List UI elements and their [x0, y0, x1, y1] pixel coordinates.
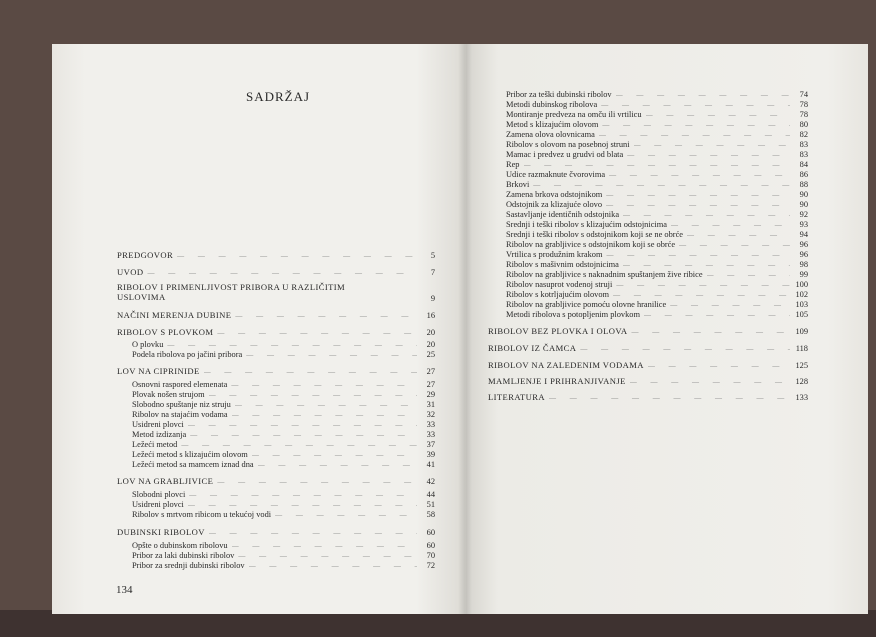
toc-entry-text: Slobodno spuštanje niz struju — [132, 400, 231, 409]
toc-subsection-entry — [506, 90, 808, 100]
toc-subsection-entry — [506, 310, 808, 320]
toc-entry-page: 20 — [426, 340, 435, 349]
toc-entry-text: Ribolov s olovom na posebnoj struni — [506, 140, 630, 149]
toc-subsection-entry — [132, 420, 435, 430]
toc-entry-page: 42 — [426, 477, 435, 486]
toc-entry-page: 118 — [795, 344, 808, 353]
dot-leader — [258, 460, 417, 470]
toc-entry-page: 96 — [799, 240, 808, 249]
toc-entry-page: 44 — [426, 490, 435, 499]
dot-leader — [616, 280, 790, 290]
toc-entry-page: 82 — [799, 130, 808, 139]
toc-entry-text: MAMLJENJE I PRIHRANJIVANJE — [488, 376, 626, 386]
dot-leader — [616, 90, 790, 100]
toc-entry-text: PREDGOVOR — [117, 250, 174, 260]
toc-entry-page: 102 — [795, 290, 808, 299]
toc-entry-page: 33 — [426, 420, 435, 429]
dot-leader — [606, 200, 790, 210]
toc-entry-text: Usidreni plovci — [132, 420, 184, 429]
dot-leader — [188, 420, 417, 430]
toc-entry-text: Plovak nošen strujom — [132, 390, 205, 399]
toc-entry-page: 60 — [426, 541, 435, 550]
toc-entry-text: Srednji i teški ribolov s odstojnikom koji se ne obrće — [506, 230, 684, 239]
toc-entry-page: 31 — [426, 400, 435, 409]
toc-entry-page: 29 — [426, 390, 435, 399]
dot-leader — [189, 490, 417, 500]
toc-entry-text: Metodi ribolova s potopljenim plovkom — [506, 310, 640, 319]
toc-entry-text: Ribolov na grabljivice s odstojnikom koji se obrće — [506, 240, 676, 249]
toc-entry-page: 90 — [799, 190, 808, 199]
toc-entry-text: Pribor za laki dubinski ribolov — [132, 551, 235, 560]
toc-entry-page: 94 — [799, 230, 808, 239]
dot-leader — [599, 130, 790, 140]
dot-leader — [644, 310, 790, 320]
toc-entry-text: NAČINI MERENJA DUBINE — [117, 310, 232, 320]
toc-subsection-entry — [132, 541, 435, 551]
toc-entry-text: Ribolov s mrtvom ribicom u tekućoj vodi — [132, 510, 272, 519]
dot-leader — [533, 180, 790, 190]
toc-entry-page: 125 — [795, 361, 808, 370]
toc-entry-text: Udice razmaknute čvorovima — [506, 170, 606, 179]
dot-leader — [670, 300, 790, 310]
toc-subsection-entry — [132, 430, 435, 440]
toc-subsection-entry — [506, 120, 808, 130]
dot-leader — [634, 140, 790, 150]
toc-section-entry — [117, 267, 435, 278]
toc-entry-text: Ležeći metod s klizajućim olovom — [132, 450, 248, 459]
dot-leader — [249, 561, 417, 571]
dot-leader — [671, 220, 790, 230]
dot-leader — [188, 500, 417, 510]
toc-entry-page: 60 — [426, 528, 435, 537]
toc-subsection-entry — [132, 340, 435, 350]
toc-entry-page: 93 — [799, 220, 808, 229]
toc-entry-text-line1: RIBOLOV I PRIMENLJIVOST PRIBORA U RAZLIČITIM — [117, 282, 346, 292]
toc-section-entry — [488, 326, 808, 337]
toc-entry-page: 33 — [426, 430, 435, 439]
dot-leader — [549, 393, 790, 403]
toc-entry-text: Ležeći metod — [132, 440, 178, 449]
toc-entry-page: 37 — [426, 440, 435, 449]
toc-entry-text: Montiranje predveza na omču ili vrtilicu — [506, 110, 642, 119]
toc-entry-page: 16 — [426, 311, 435, 320]
toc-entry-text: Odstojnik za klizajuće olovo — [506, 200, 603, 209]
toc-subsection-entry — [506, 150, 808, 160]
dot-leader — [209, 390, 417, 400]
toc-entry-text: Zamena olova olovnicama — [506, 130, 595, 139]
toc-subsection-entry — [506, 260, 808, 270]
toc-entry-page: 103 — [795, 300, 808, 309]
dot-leader — [631, 327, 790, 337]
page-number: 134 — [116, 584, 133, 596]
toc-entry-page: 51 — [426, 500, 435, 509]
toc-subsection-entry — [132, 561, 435, 571]
toc-entry-page: 133 — [795, 393, 808, 402]
toc-entry-text: Metodi dubinskog ribolova — [506, 100, 598, 109]
dot-leader — [687, 230, 790, 240]
toc-entry-text: Pribor za srednji dubinski ribolov — [132, 561, 245, 570]
dot-leader — [232, 410, 417, 420]
toc-entry-page: 96 — [799, 250, 808, 259]
dot-leader — [580, 344, 790, 354]
toc-subsection-entry — [132, 390, 435, 400]
toc-entry-page: 41 — [426, 460, 435, 469]
toc-section-entry — [117, 310, 435, 321]
toc-entry-page: 58 — [426, 510, 435, 519]
toc-entry-page: 86 — [799, 170, 808, 179]
toc-section-entry — [117, 527, 435, 538]
toc-subsection-entry — [506, 110, 808, 120]
toc-entry-page: 99 — [799, 270, 808, 279]
toc-entry-text-line2: USLOVIMA — [117, 292, 166, 302]
toc-entry-text: UVOD — [117, 267, 144, 277]
toc-entry-page: 83 — [799, 140, 808, 149]
toc-entry-text: DUBINSKI RIBOLOV — [117, 527, 205, 537]
toc-section-entry — [117, 366, 435, 377]
toc-entry-page: 88 — [799, 180, 808, 189]
dot-leader — [217, 328, 417, 338]
toc-subsection-entry — [506, 300, 808, 310]
toc-entry-page: 98 — [799, 260, 808, 269]
toc-subsection-entry — [506, 200, 808, 210]
toc-entry-page: 25 — [426, 350, 435, 359]
toc-entry-text: RIBOLOV S PLOVKOM — [117, 327, 214, 337]
toc-entry-page: 72 — [426, 561, 435, 570]
toc-subsection-entry — [506, 230, 808, 240]
dot-leader — [707, 270, 790, 280]
dot-leader — [613, 290, 790, 300]
dot-leader — [646, 110, 790, 120]
toc-section-entry — [488, 376, 808, 387]
dot-leader — [524, 160, 791, 170]
toc-subsection-entry — [506, 140, 808, 150]
toc-entry-page: 83 — [799, 150, 808, 159]
dot-leader — [167, 340, 417, 350]
dot-leader — [235, 311, 417, 321]
book-gutter — [458, 44, 472, 614]
toc-entry-text: RIBOLOV NA ZALEDENIM VODAMA — [488, 360, 644, 370]
toc-entry-text: RIBOLOV IZ ČAMCA — [488, 343, 577, 353]
toc-entry-text: Metod s klizajućim olovom — [506, 120, 599, 129]
toc-entry-page: 20 — [426, 328, 435, 337]
toc-entry-text: Srednji i teški ribolov s klizajućim odstojnicima — [506, 220, 667, 229]
toc-subsection-entry — [132, 350, 435, 360]
dot-leader — [238, 551, 417, 561]
toc-entry-page: 74 — [799, 90, 808, 99]
dot-leader — [648, 361, 790, 371]
toc-subsection-entry — [506, 190, 808, 200]
toc-entry-text: Ribolov s mašivnim odstojnicima — [506, 260, 619, 269]
page-title: SADRŽAJ — [246, 89, 311, 104]
toc-entry-page: 78 — [799, 110, 808, 119]
toc-entry-text: Slobodni plovci — [132, 490, 186, 499]
dot-leader — [601, 100, 790, 110]
toc-entry-text: Usidreni plovci — [132, 500, 184, 509]
toc-subsection-entry — [506, 290, 808, 300]
dot-leader — [606, 190, 790, 200]
toc-entry-page: 90 — [799, 200, 808, 209]
toc-subsection-entry — [506, 100, 808, 110]
toc-subsection-entry — [506, 220, 808, 230]
dot-leader — [623, 260, 790, 270]
toc-entry-page: 78 — [799, 100, 808, 109]
toc-subsection-entry — [506, 250, 808, 260]
toc-entry-text: Osnovni raspored elemenata — [132, 380, 228, 389]
dot-leader — [627, 150, 790, 160]
dot-leader — [181, 440, 417, 450]
dot-leader — [177, 251, 417, 261]
toc-entry-page: 9 — [430, 294, 435, 303]
toc-entry-text: O plovku — [132, 340, 164, 349]
toc-entry-text: LOV NA GRABLJIVICE — [117, 476, 214, 486]
dot-leader — [679, 240, 790, 250]
dot-leader — [235, 400, 417, 410]
toc-entry-page: 39 — [426, 450, 435, 459]
toc-subsection-entry — [506, 160, 808, 170]
toc-entry-page: 92 — [799, 210, 808, 219]
dot-leader — [630, 377, 790, 387]
toc-entry-page: 27 — [426, 380, 435, 389]
toc-subsection-entry — [506, 240, 808, 250]
toc-subsection-entry — [132, 410, 435, 420]
toc-section-entry — [488, 360, 808, 371]
toc-entry-text: Podela ribolova po jačini pribora — [132, 350, 243, 359]
toc-subsection-entry — [506, 180, 808, 190]
dot-leader — [190, 430, 417, 440]
toc-entry-text: Brkovi — [506, 180, 530, 189]
toc-entry-page: 84 — [799, 160, 808, 169]
toc-subsection-entry — [506, 270, 808, 280]
toc-entry-text: Ribolov na grabljivice pomoću olovne hranilice — [506, 300, 667, 309]
toc-subsection-entry — [132, 490, 435, 500]
toc-entry-text: Opšte o dubinskom ribolovu — [132, 541, 228, 550]
toc-subsection-entry — [132, 440, 435, 450]
toc-entry-text: Pribor za teški dubinski ribolov — [506, 90, 612, 99]
toc-entry-page: 70 — [426, 551, 435, 560]
dot-leader — [217, 477, 417, 487]
toc-entry-page: 105 — [795, 310, 808, 319]
toc-entry-text: Ribolov na grabljivice s naknadnim spuštanjem žive ribice — [506, 270, 703, 279]
toc-entry-text: RIBOLOV BEZ PLOVKA I OLOVA — [488, 326, 628, 336]
toc-section-entry — [117, 476, 435, 487]
toc-section-entry — [117, 250, 435, 261]
dot-leader — [252, 450, 417, 460]
toc-entry-text: Zamena brkova odstojnikom — [506, 190, 603, 199]
dot-leader — [602, 120, 790, 130]
toc-entry-text: Mamac i predvez u grudvi od blata — [506, 150, 624, 159]
toc-subsection-entry — [132, 500, 435, 510]
toc-subsection-entry — [132, 400, 435, 410]
dot-leader — [609, 170, 790, 180]
toc-entry-page: 109 — [795, 327, 808, 336]
dot-leader — [232, 541, 417, 551]
dot-leader — [246, 350, 417, 360]
dot-leader — [606, 250, 790, 260]
toc-subsection-entry — [506, 210, 808, 220]
toc-subsection-entry — [132, 450, 435, 460]
toc-entry — [117, 282, 435, 302]
toc-subsection-entry — [506, 280, 808, 290]
toc-entry-text: Rep — [506, 160, 520, 169]
toc-entry-text: LOV NA CIPRINIDE — [117, 366, 200, 376]
toc-entry-page: 32 — [426, 410, 435, 419]
toc-entry-page: 5 — [430, 251, 435, 260]
toc-subsection-entry — [132, 380, 435, 390]
toc-subsection-entry — [132, 551, 435, 561]
toc-section-entry — [488, 392, 808, 403]
toc-entry-page: 27 — [426, 367, 435, 376]
toc-entry-page: 80 — [799, 120, 808, 129]
toc-subsection-entry — [506, 130, 808, 140]
toc-section-entry — [117, 327, 435, 338]
toc-entry-text: Metod izdizanja — [132, 430, 187, 439]
dot-leader — [204, 367, 417, 377]
toc-section-entry — [488, 343, 808, 354]
table-surface — [0, 610, 876, 637]
toc-entry-page: 128 — [795, 377, 808, 386]
toc-entry-page: 100 — [795, 280, 808, 289]
toc-entry-text: Ribolov nasuprot vodenoj struji — [506, 280, 613, 289]
dot-leader — [275, 510, 417, 520]
dot-leader — [147, 268, 417, 278]
dot-leader — [623, 210, 790, 220]
dot-leader — [209, 528, 417, 538]
toc-entry-text: Sastavljanje identičnih odstojnika — [506, 210, 620, 219]
toc-entry-text: LITERATURA — [488, 392, 545, 402]
toc-subsection-entry — [132, 460, 435, 470]
toc-subsection-entry — [132, 510, 435, 520]
dot-leader — [231, 380, 417, 390]
toc-entry-text: Ležeći metod sa mamcem iznad dna — [132, 460, 254, 469]
toc-entry-page: 7 — [430, 268, 435, 277]
toc-entry-text: Ribolov na stajaćim vodama — [132, 410, 228, 419]
toc-entry-text: Vrtilica s produžnim krakom — [506, 250, 603, 259]
toc-entry-text: Ribolov s kotrljajućim olovom — [506, 290, 610, 299]
toc-subsection-entry — [506, 170, 808, 180]
